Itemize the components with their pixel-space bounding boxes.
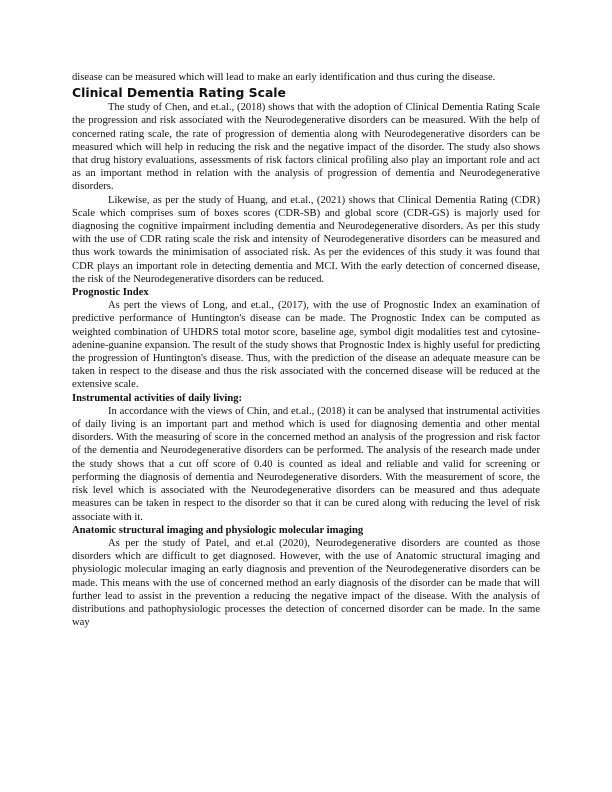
section-heading-prognostic-index: Prognostic Index (72, 287, 149, 299)
cdr-paragraph-2: Likewise, as per the study of Huang, and et.al., (2021) shows that Clinical Dementia Rating (CDR) Scale which comprises sum of boxes scores (CDR-SB) and global score (CDR-GS) is majorly used for diagnosing the cognitive impairment including dementia and Neurodegenerative disorders. As per this study with the use of CDR rating scale the risk and intensity of Neurodegenerative disorders can be measured and thus work towards the minimisation of associated risk. As per the evidences of this study it was found that CDR plays an important role in detecting dementia and MCI. With the early detection of concerned disease, the risk of the Neurodegenerative disorders can be reduced. (72, 194, 540, 285)
section-heading-iadl: Instrumental activities of daily living: (72, 392, 243, 404)
section-heading-imaging: Anatomic structural imaging and physiologic molecular imaging (72, 524, 364, 536)
intro-paragraph: disease can be measured which will lead to make an early identification and thus curing the disease. (72, 72, 496, 83)
imaging-paragraph: As per the study of Patel, and et.al (2020), Neurodegenerative disorders are counted as those disorders which are difficult to get diagnosed. However, with the use of Anatomic structural imaging and physiologic molecular imaging an early diagnosis and prevention of the Neurodegenerative disorders can be made. This means with the use of concerned method an early diagnosis of the disorder can be made that will further lead to assist in the prevention a reducing the negative impact of the disease. With the analysis of distributions and pathophysiologic processes the detection of concerned disorder can be made. In the same way (72, 537, 540, 629)
document-page (72, 71, 540, 629)
iadl-paragraph: In accordance with the views of Chin, and et.al., (2018) it can be analysed that instrumental activities of daily living is an important part and method which is used for diagnosing dementia and other mental disorders. With the measuring of score in the concerned method an analysis of the progression and risk factor of the dementia and Neurodegenerative disorders can be performed. The analysis of the research made under the study shows that a cut off score of 0.40 is counted as ideal and reliable and valid for screening or performing the diagnosis of dementia and Neurodegenerative disorders. With the measurement of score, the risk level which is associated with the Neurodegenerative disorders can be measured and thus adequate measures can be taken in respect to the disorder so that it can be cured along with reducing the level of risk associate with it. (72, 405, 540, 523)
cdr-paragraph-1: The study of Chen, and et.al., (2018) shows that with the adoption of Clinical Dementia Rating Scale the progression and risk associated with the Neurodegenerative disorders can be measured. With the help of concerned rating scale, the rate of progression of dementia along with Neurodegenerative disorders can be measured which will help in reducing the risk and the negative impact of the disorder. The study also shows that drug history evaluations, assessments of risk factors clinical profiling also play an important role and act as an important method in relation with the analysis of progression of dementia and Neurodegenerative disorders. (72, 102, 540, 193)
section-heading-cdr: Clinical Dementia Rating Scale (72, 85, 286, 101)
prognostic-paragraph: As pert the views of Long, and et.al., (2017), with the use of Prognostic Index an examination of predictive performance of Huntington's disease can be made. The Prognostic Index can be computed as weighted combination of UHDRS total motor score, baseline age, symbol digit modalities test and cytosine-adenine-guanine expansion. The result of the study shows that Prognostic Index is highly useful for predicting the progression of Huntington's disease. Thus, with the prediction of the disease an adequate measure can be taken in respect to the disease and thus the risk associated with the concerned disease will be reduced at the extensive scale. (72, 300, 540, 391)
